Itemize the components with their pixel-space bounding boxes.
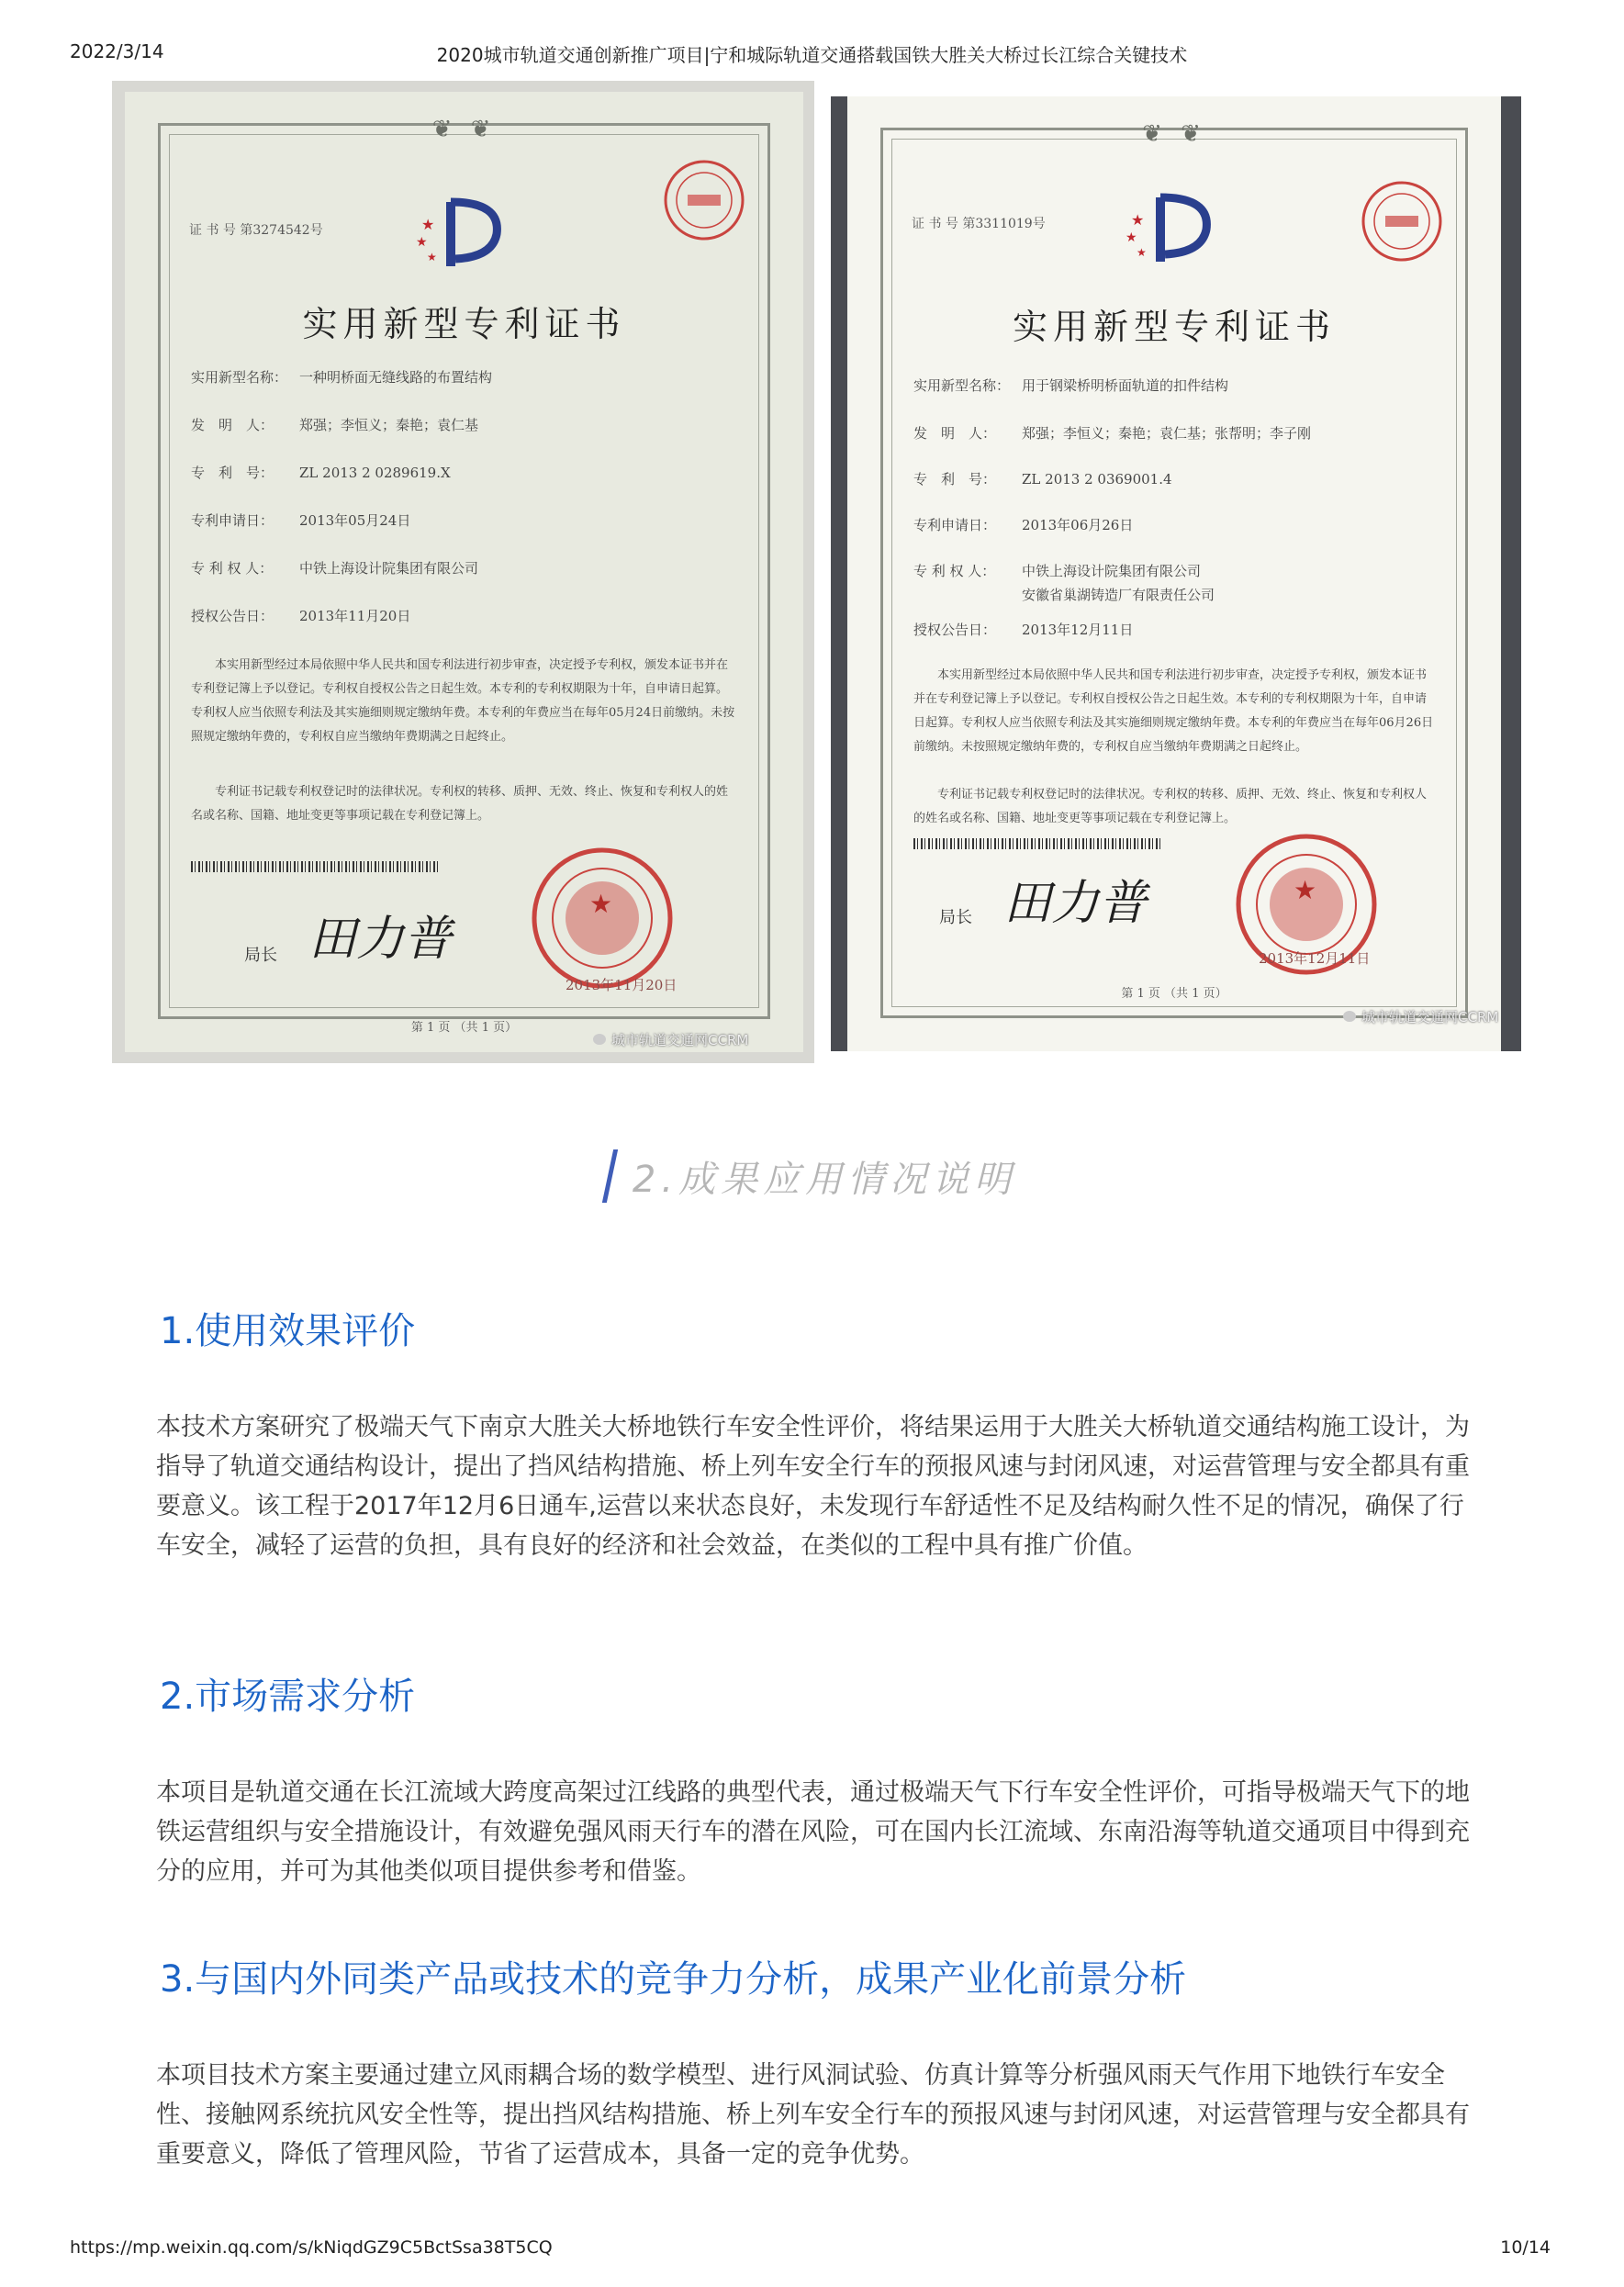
certificate-number: 证 书 号 第3311019号 (912, 217, 1046, 231)
field-patentee-2: 安徽省巢湖铸造厂有限责任公司 (1022, 587, 1215, 603)
patent-certificate-2 (831, 96, 1521, 1051)
patent-office-logo-icon (414, 193, 515, 275)
certificate-paper (847, 96, 1501, 1051)
subsection-title: 2.市场需求分析 (160, 1676, 416, 1718)
certificate-paragraph: 专利证书记载专利权登记时的法律状况。专利权的转移、质押、无效、终止、恢复和专利权人的姓名或名称、国籍、地址变更等事项记载在专利登记簿上。 (913, 788, 1428, 825)
svg-text:★: ★ (415, 235, 428, 250)
certificate-title: 实用新型专利证书 (1012, 307, 1336, 347)
field-inventor: 发 明 人： 郑强；李恒义；秦艳；袁仁基；张帮明；李子刚 (913, 425, 1312, 442)
field-name: 实用新型名称： 用于钢梁桥明桥面轨道的扣件结构 (913, 377, 1229, 394)
accent-bar (602, 1149, 618, 1203)
field-patentee: 专 利 权 人： 中铁上海设计院集团有限公司 (191, 560, 479, 577)
section-heading: 2.成果应用情况说明 (0, 1149, 1624, 1203)
patent-certificate-1 (112, 81, 814, 1063)
svg-text:★: ★ (1294, 875, 1317, 905)
print-date: 2022/3/14 (70, 40, 164, 62)
field-inventor: 发 明 人： 郑强；李恒义；秦艳；袁仁基 (191, 417, 479, 433)
seal-date: 2013年12月11日 (1259, 950, 1371, 967)
subsection-title: 3.与国内外同类产品或技术的竞争力分析，成果产业化前景分析 (160, 1958, 1187, 2001)
svg-text:★: ★ (589, 889, 613, 919)
field-filing-date: 专利申请日： 2013年05月24日 (191, 512, 411, 529)
wechat-icon (593, 1034, 606, 1045)
certificate-page-note: 第 1 页 （共 1 页） (410, 1021, 518, 1035)
barcode-icon (913, 838, 1161, 849)
page-number: 10/14 (1500, 2237, 1551, 2258)
svg-text:★: ★ (1137, 246, 1147, 259)
stamp-icon (662, 158, 746, 242)
field-filing-date: 专利申请日： 2013年06月26日 (913, 517, 1134, 533)
certificate-number: 证 书 号 第3274542号 (189, 223, 323, 238)
director-label: 局长 (939, 908, 972, 927)
ornament-icon: ❦ ❦ (431, 116, 497, 143)
barcode-icon (191, 861, 439, 872)
print-header-title: 2020城市轨道交通创新推广项目|宁和城际轨道交通搭载国铁大胜关大桥过长江综合关键技术 (436, 44, 1188, 66)
svg-text:★: ★ (420, 216, 434, 233)
source-url: https://mp.weixin.qq.com/s/kNiqdGZ9C5BctSsa38T5CQ (70, 2237, 553, 2258)
certificate-paragraph: 本实用新型经过本局依照中华人民共和国专利法进行初步审查，决定授予专利权，颁发本证书并在专利登记簿上予以登记。专利权自授权公告之日起生效。本专利的专利权期限为十年，自申请日起算。专利权人应当依照专利法及其实施细则规定缴纳年费。本专利的年费应当在每年06月26日前缴纳。未按照规定缴纳年费的，专利权自应当缴纳年费期满之日起终止。 (913, 668, 1434, 754)
svg-text:★: ★ (1131, 211, 1145, 229)
svg-text:★: ★ (426, 251, 437, 263)
watermark: 城市轨道交通网CCRM (1343, 1007, 1498, 1026)
stamp-icon (1360, 179, 1444, 263)
certificate-paper (125, 92, 803, 1052)
director-signature: 田力普 (308, 912, 453, 967)
certificate-paragraph: 专利证书记载专利权登记时的法律状况。专利权的转移、质押、无效、终止、恢复和专利权人的姓名或名称、国籍、地址变更等事项记载在专利登记簿上。 (191, 785, 729, 823)
field-patentee: 专 利 权 人： 中铁上海设计院集团有限公司 (913, 563, 1202, 579)
svg-text:★: ★ (1126, 230, 1137, 245)
certificate-page-note: 第 1 页 （共 1 页） (1121, 987, 1227, 1001)
certificate-title: 实用新型专利证书 (302, 304, 626, 344)
ornament-icon: ❦ ❦ (1142, 120, 1206, 148)
subsection-body: 本技术方案研究了极端天气下南京大胜关大桥地铁行车安全性评价，将结果运用于大胜关大桥轨道交通结构施工设计，为指导了轨道交通结构设计，提出了挡风结构措施、桥上列车安全行车的预报风速与封闭风速，对运营管理与安全都具有重要意义。该工程于2017年12月6日通车,运营以来状态良好，未发现行车舒适性不足及结构耐久性不足的情况，确保了行车安全，减轻了运营的负担，具有良好的经济和社会效益，在类似的工程中具有推广价值。 (156, 1413, 1470, 1560)
seal-date: 2013年11月20日 (566, 977, 678, 993)
director-signature: 田力普 (1003, 876, 1148, 931)
watermark: 城市轨道交通网CCRM (593, 1030, 748, 1049)
certificate-paragraph: 本实用新型经过本局依照中华人民共和国专利法进行初步审查，决定授予专利权，颁发本证书并在专利登记簿上予以登记。专利权自授权公告之日起生效。本专利的专利权期限为十年，自申请日起算。专利权人应当依照专利法及其实施细则规定缴纳年费。本专利的年费应当在每年05月24日前缴纳。未按照规定缴纳年费的，专利权自应当缴纳年费期满之日起终止。 (191, 658, 735, 744)
field-patent-no: 专 利 号： ZL 2013 2 0289619.X (191, 465, 451, 481)
wechat-icon (1343, 1011, 1356, 1022)
patent-office-logo-icon (1124, 188, 1225, 271)
official-seal-icon (529, 845, 676, 992)
subsection-body: 本项目技术方案主要通过建立风雨耦合场的数学模型、进行风洞试验、仿真计算等分析强风雨天气作用下地铁行车安全性、接触网系统抗风安全性等，提出挡风结构措施、桥上列车安全行车的预报风速与封闭风速，对运营管理与安全都具有重要意义，降低了管理风险，节省了运营成本，具备一定的竞争优势。 (156, 2061, 1470, 2169)
subsection-title: 1.使用效果评价 (160, 1310, 416, 1352)
director-label: 局长 (244, 946, 277, 965)
field-grant-date: 授权公告日： 2013年12月11日 (913, 622, 1134, 638)
field-patent-no: 专 利 号： ZL 2013 2 0369001.4 (913, 471, 1172, 488)
field-grant-date: 授权公告日： 2013年11月20日 (191, 608, 411, 624)
field-name: 实用新型名称： 一种明桥面无缝线路的布置结构 (191, 369, 493, 386)
subsection-body: 本项目是轨道交通在长江流域大跨度高架过江线路的典型代表，通过极端天气下行车安全性评价，可指导极端天气下的地铁运营组织与安全措施设计，有效避免强风雨天行车的潜在风险，可在国内长江流域、东南沿海等轨道交通项目中得到充分的应用，并可为其他类似项目提供参考和借鉴。 (156, 1778, 1470, 1886)
